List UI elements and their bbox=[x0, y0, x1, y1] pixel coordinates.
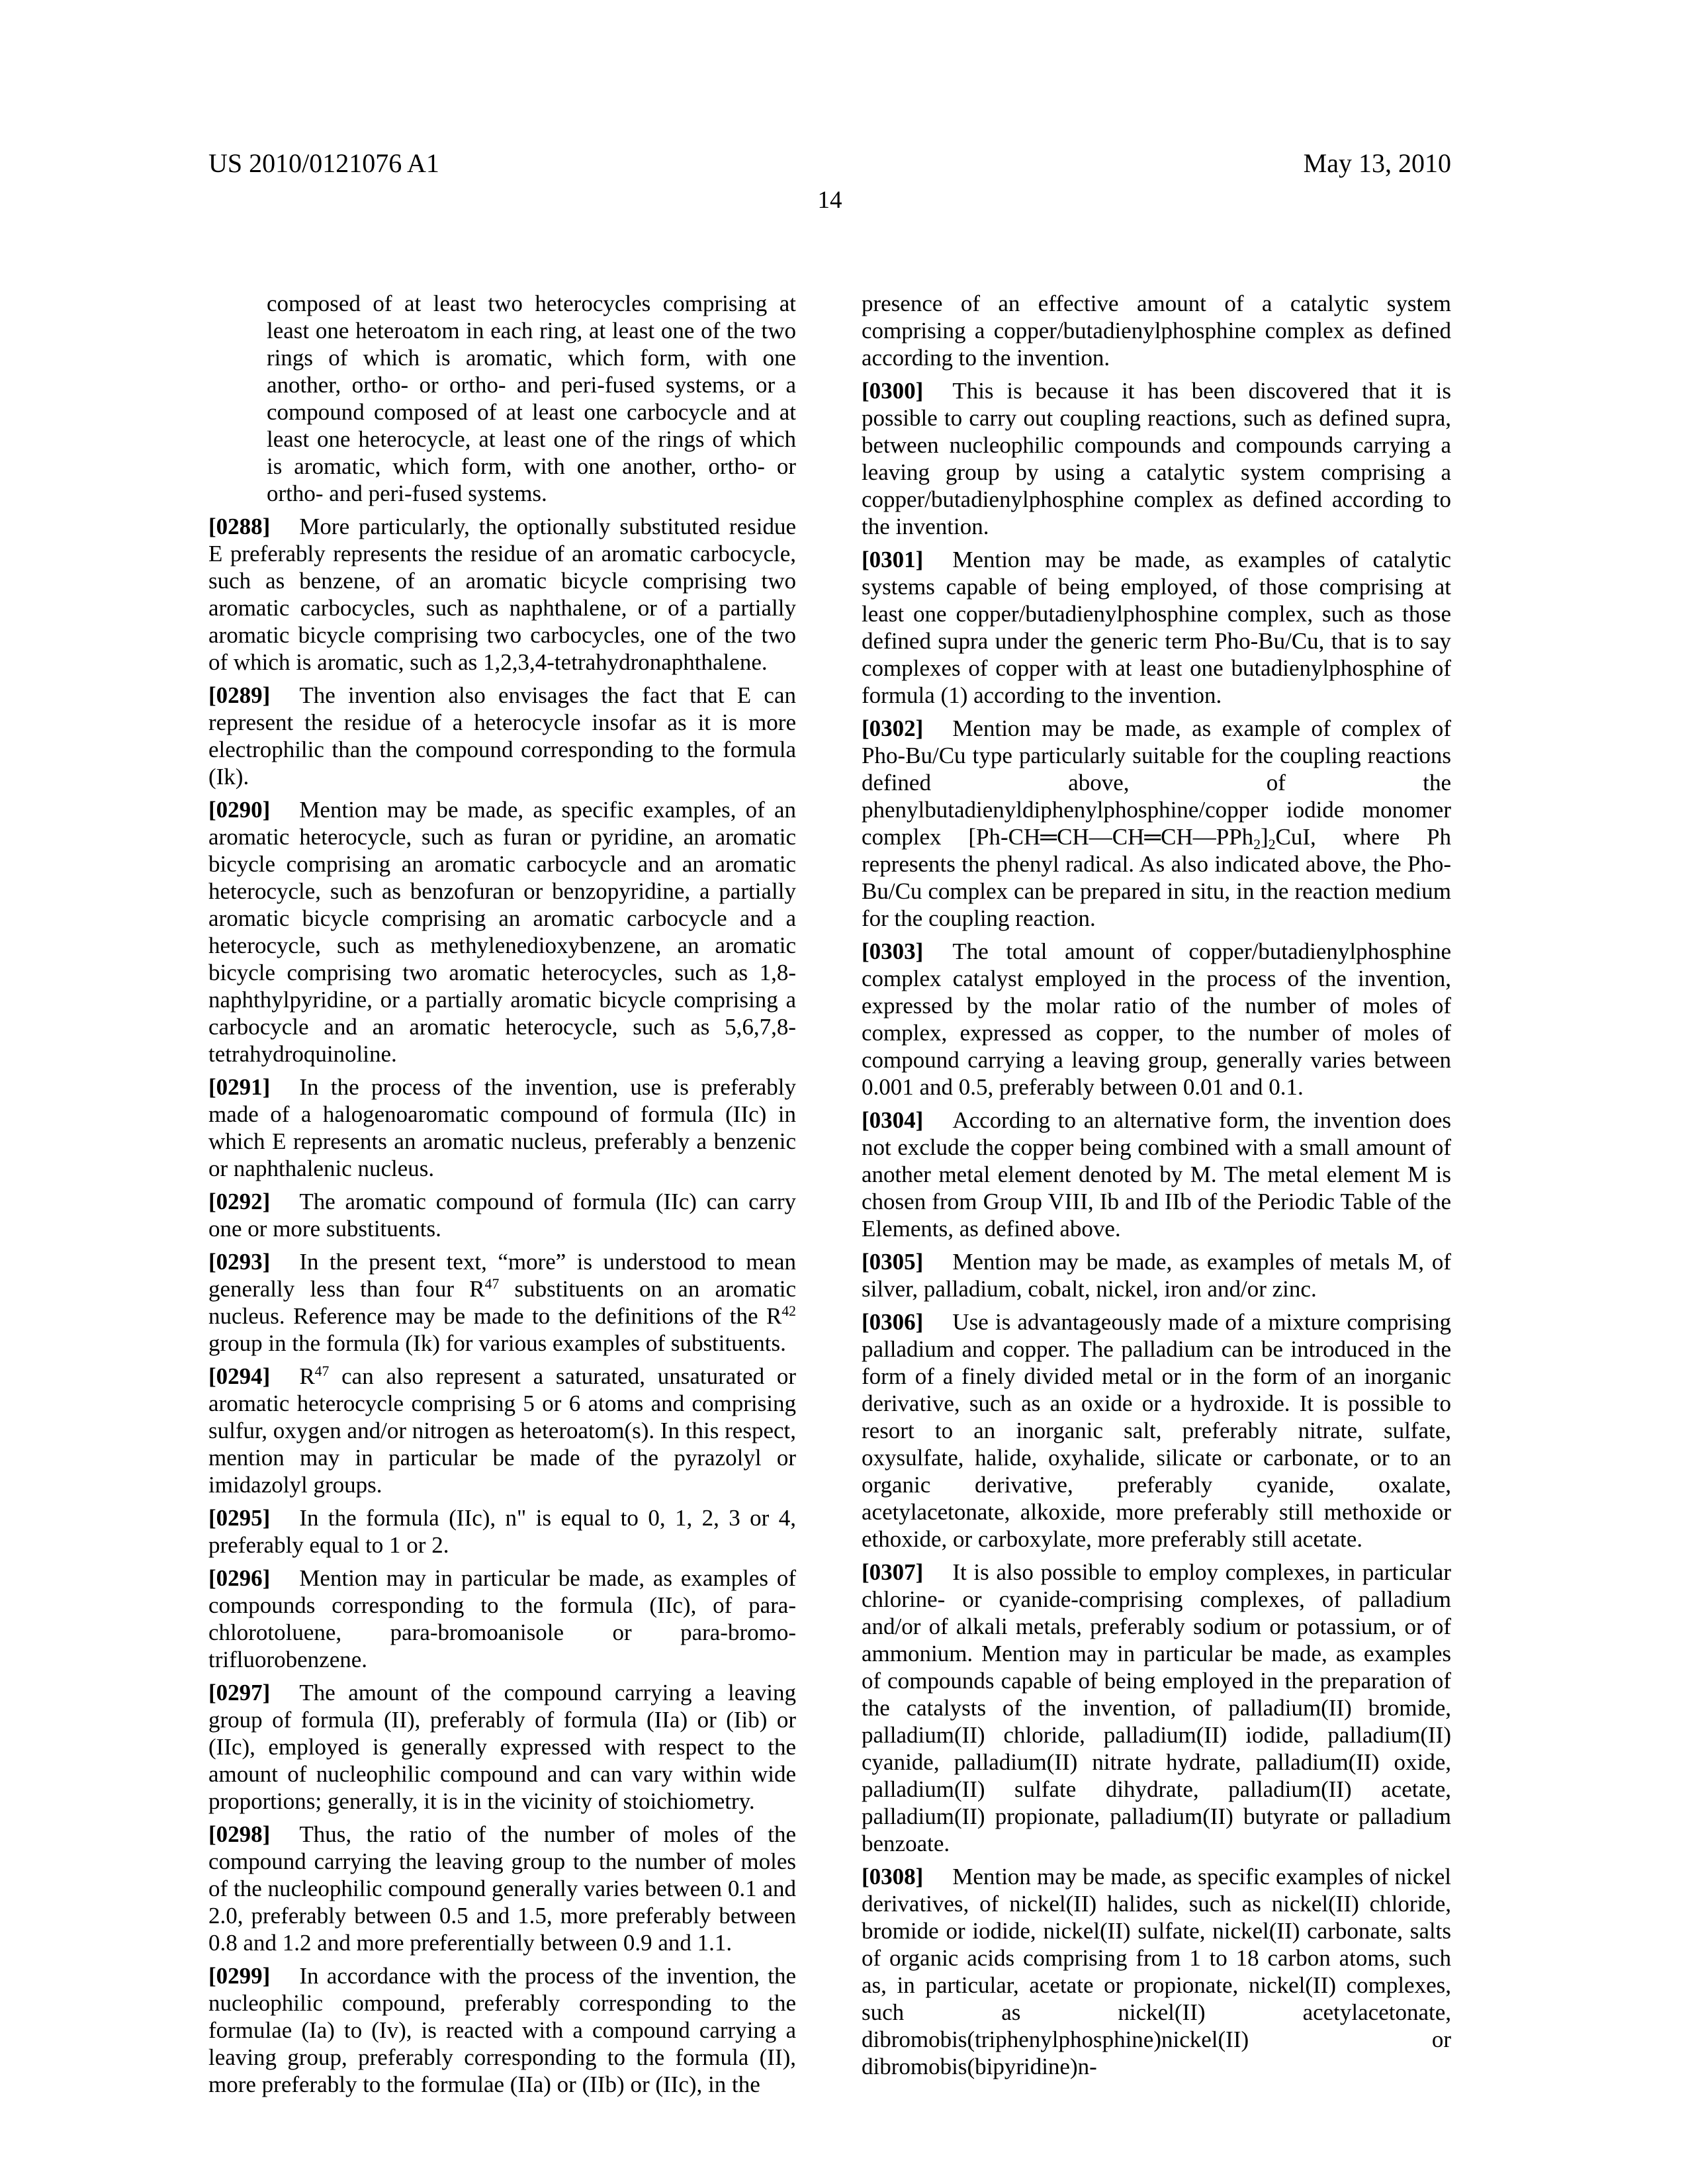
paragraph-text: The aromatic compound of formula (IIc) can carry one or more substituents. bbox=[208, 1189, 796, 1242]
paragraph bbox=[862, 1559, 1451, 1857]
paragraph-number: [0302] bbox=[862, 715, 924, 741]
paragraph-number: [0292] bbox=[208, 1189, 271, 1214]
paragraph bbox=[208, 1073, 796, 1182]
paragraph bbox=[862, 1863, 1451, 2080]
paragraph bbox=[208, 1821, 796, 1956]
paragraph-text: According to an alternative form, the invention does not exclude the copper being combined with a small amount of another metal element denoted by M. The metal element M is chosen from Group VIII, Ib and IIb of the Periodic Table of the Elements, as defined above. bbox=[862, 1107, 1451, 1242]
paragraph-text: It is also possible to employ complexes, in particular chlorine- or cyanide-comprising complexes, of palladium and/or of alkali metals, preferably sodium or potassium, or of ammonium. Mention may in particular be made, as examples of compounds capable of being employed in the preparation of the catalysts of the invention, of palladium(II) bromide, palladium(II) chloride, palladium(II) iodide, palladium(II) cyanide, palladium(II) nitrate hydrate, palladium(II) oxide, palladium(II) sulfate dihydrate, palladium(II) acetate, palladium(II) propionate, palladium(II) butyrate or palladium benzoate. bbox=[862, 1559, 1451, 1856]
paragraph-text: In the process of the invention, use is preferably made of a halogenoaromatic compound of formula (IIc) in which E represents an aromatic nucleus, preferably a benzenic or naphthalenic nucleus. bbox=[208, 1074, 796, 1181]
paragraph bbox=[208, 1962, 796, 2098]
paragraph-number: [0307] bbox=[862, 1559, 924, 1585]
paragraph bbox=[862, 938, 1451, 1101]
paragraph-number: [0288] bbox=[208, 514, 271, 539]
paragraph bbox=[862, 715, 1451, 932]
page-header bbox=[208, 148, 1451, 179]
paragraph-text: The total amount of copper/butadienylphosphine complex catalyst employed in the process of the invention, expressed by the molar ratio of the number of moles of complex, expressed as copper, to the number of moles of compound carrying a leaving group, generally varies between 0.001 and 0.5, preferably between 0.01 and 0.1. bbox=[862, 938, 1451, 1100]
paragraph-number: [0300] bbox=[862, 378, 924, 404]
paragraph-text: $R^{47}$ can also represent a saturated, unsaturated or aromatic heterocycle comprising 5 or 6 atoms and comprising sulfur, oxygen and/or nitrogen as heteroatom(s). In this respect, mention may in particular be made of the pyrazolyl or imidazolyl groups. bbox=[208, 1363, 796, 1498]
paragraph bbox=[208, 1679, 796, 1815]
paragraph-text: Mention may be made, as specific examples of nickel derivatives, of nickel(II) halides, such as nickel(II) chloride, bromide or iodide, nickel(II) sulfate, nickel(II) carbonate, salts of organic acids comprising from 1 to 18 carbon atoms, such as, in particular, acetate or propionate, nickel(II) complexes, such as nickel(II) acetylacetonate, dibromobis(triphenylphosphine)nickel(II) or dibromobis(bipyridine)n- bbox=[862, 1864, 1451, 2079]
paragraph bbox=[208, 682, 796, 790]
paragraph bbox=[208, 1565, 796, 1673]
paragraph bbox=[208, 513, 796, 676]
paragraph bbox=[862, 546, 1451, 709]
paragraph-text: More particularly, the optionally substituted residue E preferably represents the residue of an aromatic carbocycle, such as benzene, of an aromatic bicycle comprising two aromatic carbocycles, such as naphthalene, or of a partially aromatic bicycle comprising two carbocycles, one of the two of which is aromatic, such as 1,2,3,4-tetrahydronaphthalene. bbox=[208, 514, 796, 675]
paragraph bbox=[862, 1107, 1451, 1242]
patent-publication-number: US 2010/0121076 A1 bbox=[208, 148, 439, 178]
paragraph-text: The invention also envisages the fact that E can represent the residue of a heterocycle insofar as it is more electrophilic than the compound corresponding to the formula (Ik). bbox=[208, 682, 796, 790]
paragraph-number: [0289] bbox=[208, 682, 271, 708]
continuation-paragraph bbox=[208, 290, 796, 507]
paragraph-text: Thus, the ratio of the number of moles of the compound carrying the leaving group to the number of moles of the nucleophilic compound generally varies between 0.1 and 2.0, preferably between 0.5 and 1.5, more preferably between 0.8 and 1.2 and more preferentially between 0.9 and 1.1. bbox=[208, 1821, 796, 1956]
paragraph-number: [0296] bbox=[208, 1565, 271, 1591]
paragraph-text: Mention may be made, as examples of catalytic systems capable of being employed, of those comprising at least one copper/butadienylphosphine complex, such as those defined supra under the generic term Pho-Bu/Cu, that is to say complexes of copper with at least one butadienylphosphine of formula (1) according to the invention. bbox=[862, 547, 1451, 708]
paragraph bbox=[862, 377, 1451, 540]
paragraph bbox=[208, 1248, 796, 1357]
paragraph bbox=[208, 1188, 796, 1242]
publication-date: May 13, 2010 bbox=[1303, 148, 1451, 178]
paragraph-number: [0293] bbox=[208, 1249, 271, 1275]
paragraph-number: [0299] bbox=[208, 1963, 271, 1989]
paragraph bbox=[208, 796, 796, 1068]
paragraph-number: [0303] bbox=[862, 938, 924, 964]
paragraph-number: [0301] bbox=[862, 547, 924, 572]
paragraph bbox=[862, 1308, 1451, 1553]
left-column bbox=[208, 290, 796, 2104]
page-number: 14 bbox=[817, 187, 842, 214]
paragraph-number: [0294] bbox=[208, 1363, 271, 1389]
paragraph bbox=[862, 1248, 1451, 1302]
paragraph-number: [0295] bbox=[208, 1505, 271, 1531]
paragraph-text: composed of at least two heterocycles comprising at least one heteroatom in each ring, at least one of the two rings of which is aromatic, which form, with one another, ortho- or ortho- and peri-fused systems, or a compound composed of at least one carbocycle and at least one heterocycle, at least one of the rings of which is aromatic, which form, with one another, ortho- or ortho- and peri-fused systems. bbox=[267, 291, 796, 506]
paragraph-number: [0290] bbox=[208, 797, 271, 823]
paragraph-text: In accordance with the process of the invention, the nucleophilic compound, preferably corresponding to the formulae (Ia) to (Iv), is reacted with a compound carrying a leaving group, preferably corresponding to the formula (II), more preferably to the formulae (IIa) or (IIb) or (IIc), in the bbox=[208, 1963, 796, 2097]
paragraph bbox=[208, 1363, 796, 1498]
paragraph-number: [0306] bbox=[862, 1309, 924, 1335]
paragraph-number: [0308] bbox=[862, 1864, 924, 1889]
paragraph-number: [0298] bbox=[208, 1821, 271, 1847]
right-column bbox=[862, 290, 1451, 2086]
paragraph-text: Mention may in particular be made, as examples of compounds corresponding to the formula (IIc), of para-chlorotoluene, para-bromoanisole or para-bromo-trifluorobenzene. bbox=[208, 1565, 796, 1672]
continuation-paragraph bbox=[862, 290, 1451, 371]
paragraph-text: Mention may be made, as specific examples, of an aromatic heterocycle, such as furan or pyridine, an aromatic bicycle comprising an aromatic carbocycle and an aromatic heterocycle, such as benzofuran or benzopyridine, a partially aromatic bicycle comprising an aromatic carbocycle and a heterocycle, such as methylenedioxybenzene, an aromatic bicycle comprising two aromatic heterocycles, such as 1,8-naphthylpyridine, or a partially aromatic bicycle comprising a carbocycle and an aromatic heterocycle, such as 5,6,7,8-tetrahydroquinoline. bbox=[208, 797, 796, 1067]
paragraph bbox=[208, 1504, 796, 1559]
paragraph-text: This is because it has been discovered that it is possible to carry out coupling reactions, such as defined supra, between nucleophilic compounds and compounds carrying a leaving group by using a catalytic system comprising a copper/butadienylphosphine complex as defined according to the invention. bbox=[862, 378, 1451, 539]
paragraph-text: Mention may be made, as examples of metals M, of silver, palladium, cobalt, nickel, iron and/or zinc. bbox=[862, 1249, 1451, 1302]
paragraph-number: [0305] bbox=[862, 1249, 924, 1275]
paragraph-number: [0297] bbox=[208, 1680, 271, 1706]
paragraph-number: [0291] bbox=[208, 1074, 271, 1100]
paragraph-text: In the present text, “more” is understood to mean generally less than four $R^{47}$ substituents on an aromatic nucleus. Reference may be made to the definitions of the $R^{42}$ group in the formula (Ik) for various examples of substituents. bbox=[208, 1249, 797, 1356]
paragraph-text: presence of an effective amount of a catalytic system comprising a copper/butadienylphosphine complex as defined according to the invention. bbox=[862, 291, 1451, 371]
paragraph-text: In the formula (IIc), n" is equal to 0, 1, 2, 3 or 4, preferably equal to 1 or 2. bbox=[208, 1505, 796, 1558]
paragraph-text: Use is advantageously made of a mixture comprising palladium and copper. The palladium can be introduced in the form of a finely divided metal or in the form of an inorganic derivative, such as an oxide or a hydroxide. It is possible to resort to an inorganic salt, preferably nitrate, sulfate, oxysulfate, halide, oxyhalide, silicate or carbonate, or to an organic derivative, preferably cyanide, oxalate, acetylacetonate, alkoxide, more preferably still methoxide or ethoxide, or carboxylate, more preferably still acetate. bbox=[862, 1309, 1451, 1552]
paragraph-number: [0304] bbox=[862, 1107, 924, 1133]
paragraph-text: The amount of the compound carrying a leaving group of formula (II), preferably of formula (IIa) or (Iib) or (IIc), employed is generally expressed with respect to the amount of nucleophilic compound and can vary within wide proportions; generally, it is in the vicinity of stoichiometry. bbox=[208, 1680, 796, 1814]
paragraph-text: Mention may be made, as example of complex of Pho-Bu/Cu type particularly suitable for the coupling reactions defined above, of the phenylbutadienyldiphenylphosphine/copper iodide monomer complex $[Ph-CH═CH—CH═CH—PPh_2]_2CuI$, where Ph represents the phenyl radical. As also indicated above, the Pho-Bu/Cu complex can be prepared in situ, in the reaction medium for the coupling reaction. bbox=[862, 715, 1451, 931]
